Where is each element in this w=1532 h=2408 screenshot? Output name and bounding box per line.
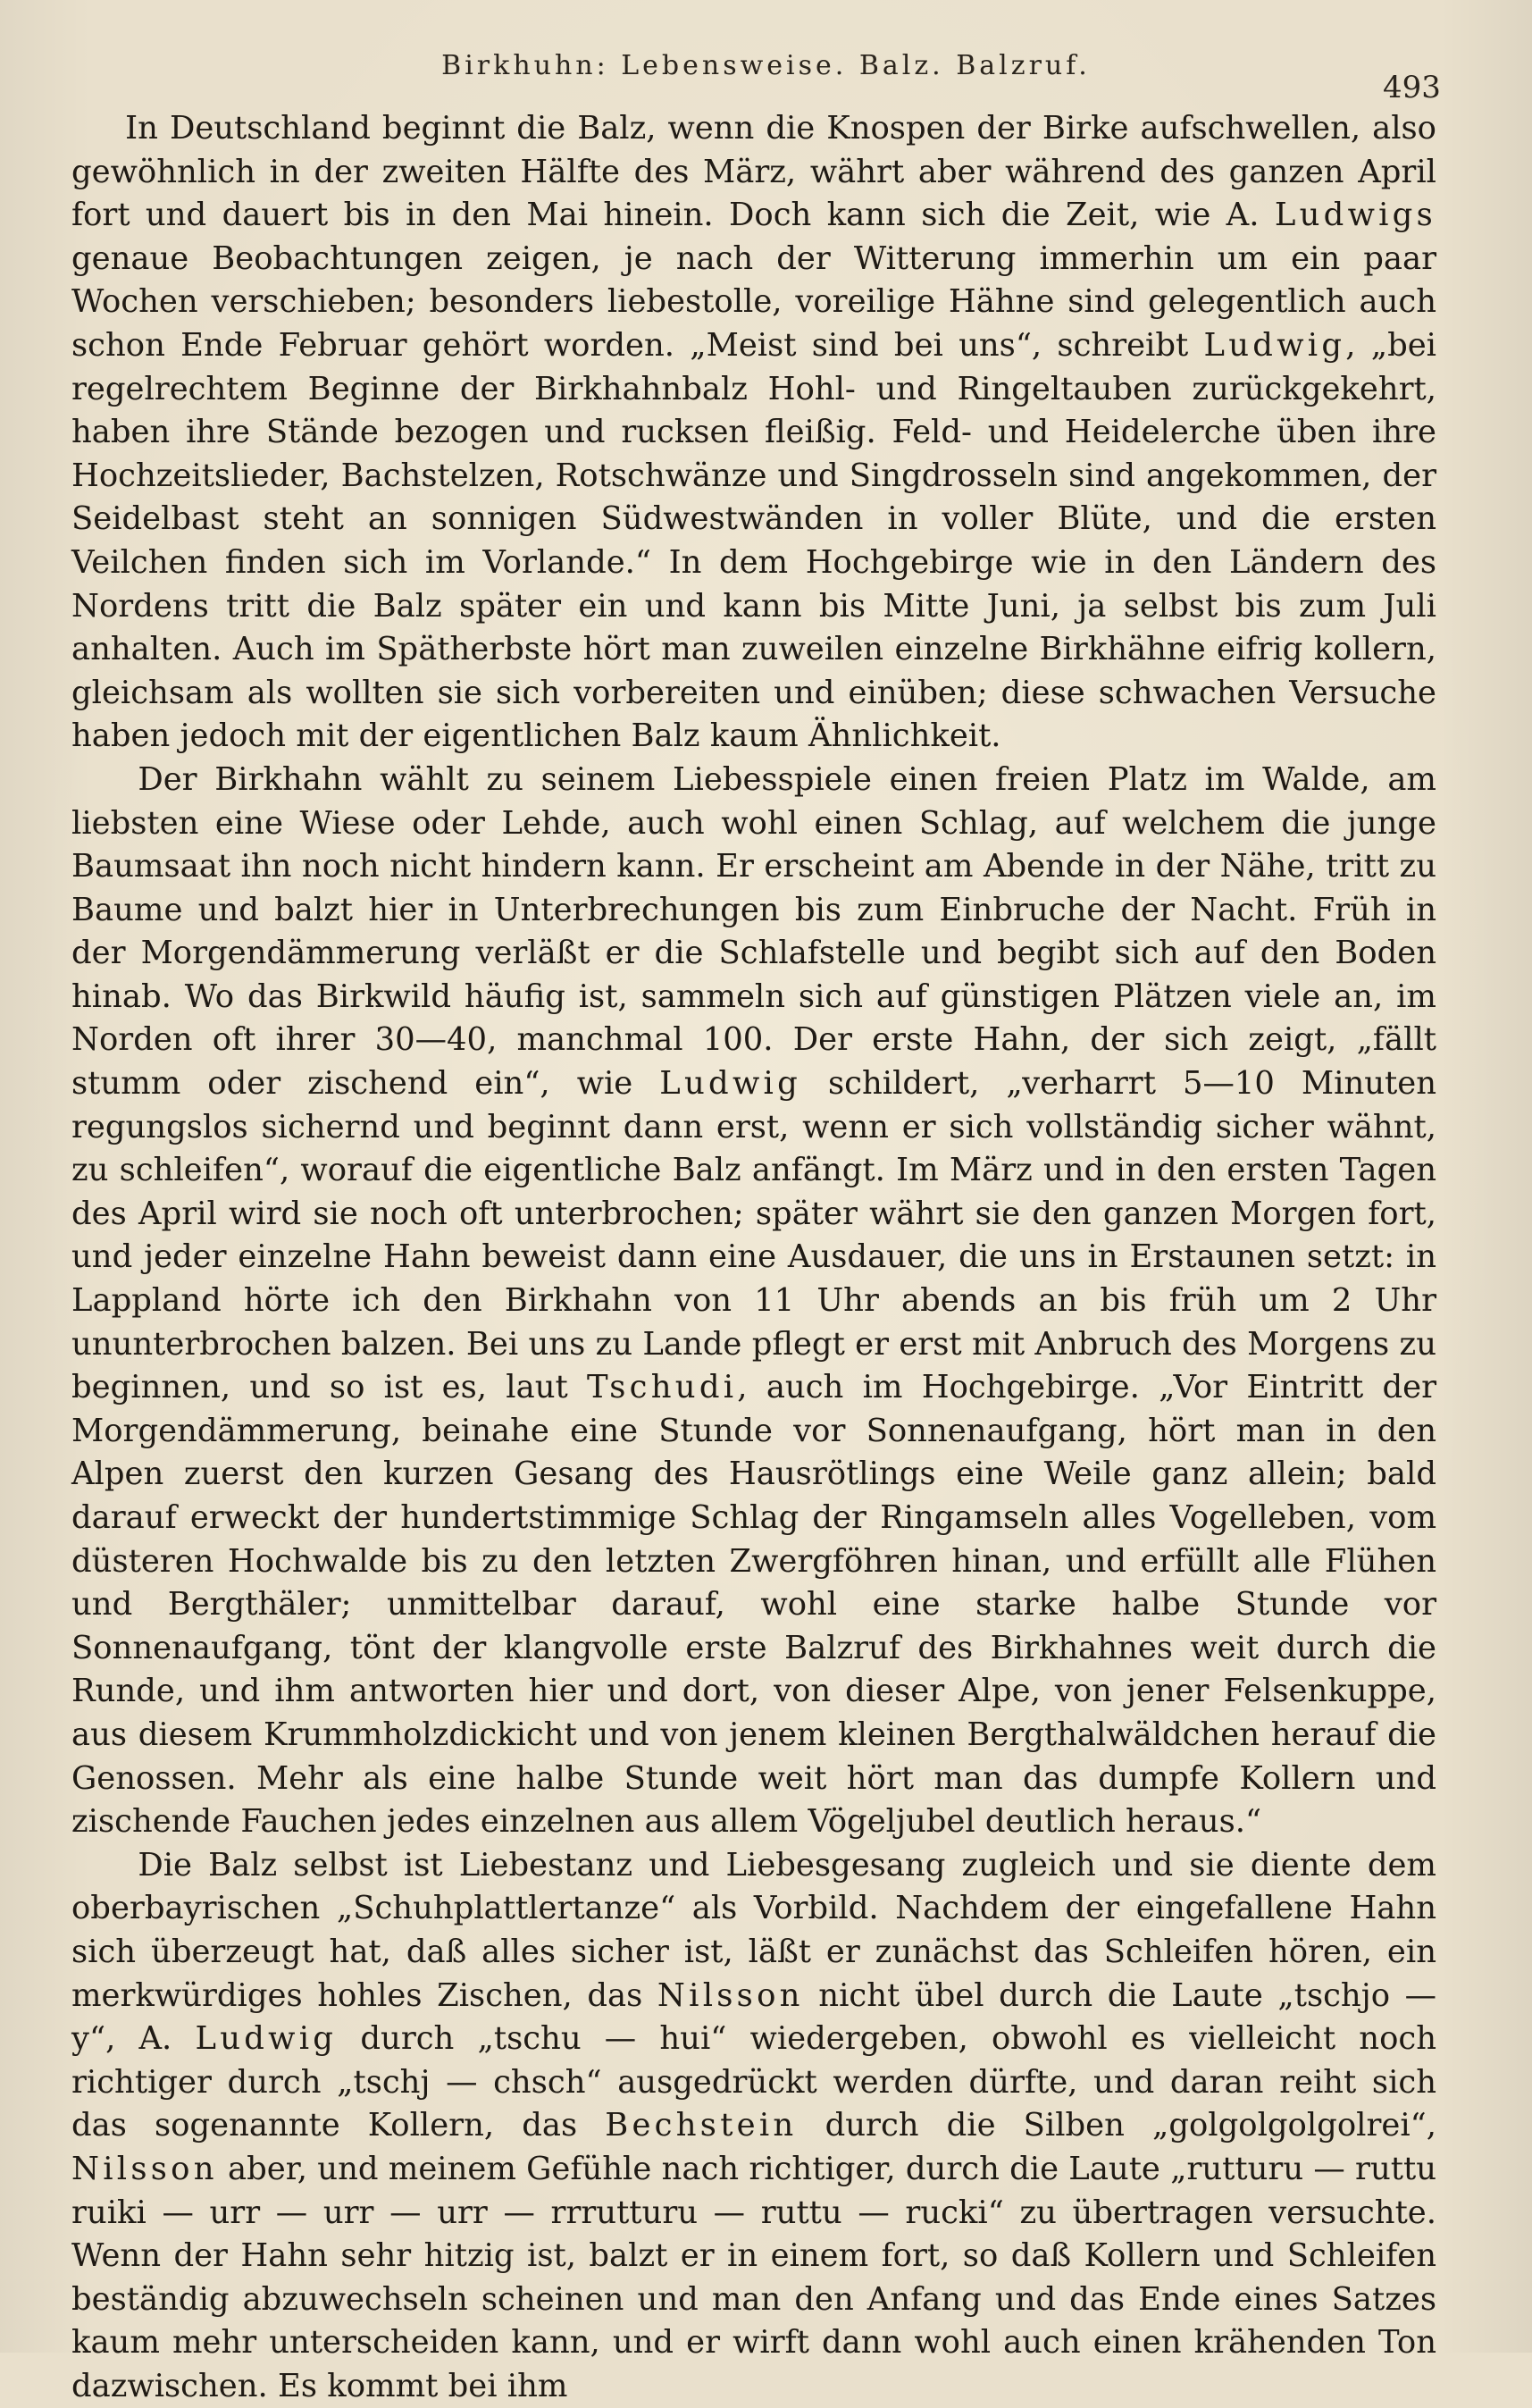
paragraph [71,107,1436,759]
author-name: Nilsson [71,2150,218,2187]
author-name: Ludwig [195,2020,338,2058]
author-name: Nilsson [657,1976,804,2014]
page-number: 493 [1383,70,1441,105]
text-run: , „bei regelrechtem Beginne der Birkhahnbalz Hohl- und Ringeltauben zurückgekehrt, haben ihre Stände bezogen und rucksen fleißig. Feld- und Heidelerche üben ihre Hochzeitslieder, Bachstelzen, Rotschwänze und Singdrosseln sind angekommen, der Seidelbast steht an sonnigen Südwestwänden in voller Blüte, und die ersten Veilchen finden sich im Vorlande.“ In dem Hochgebirge wie in den Ländern des Nordens tritt die Balz später ein und kann bis Mitte Juni, ja selbst bis zum Juli anhalten. Auch im Spätherbste hört man zuweilen einzelne Birkhähne eifrig kollern, gleichsam als wollten sie sich vorbereiten und einüben; diese schwachen Versuche haben jedoch mit der eigentlichen Balz kaum Ähnlichkeit. [71,326,1436,755]
paragraph [71,759,1436,1844]
text-run: aber, und meinem Gefühle nach richtiger, durch die Laute „rutturu — ruttu ruiki — urr — urr — urr — rrrutturu — ruttu — rucki“ zu übertragen versuchte. Wenn der Hahn sehr hitzig ist, balzt er in einem fort, so daß Kollern und Schleifen beständig abzuwechseln scheinen und man den Anfang und das Ende eines Satzes kaum mehr unterscheiden kann, und er wirft dann wohl auch einen krähenden Ton dazwischen. Es kommt bei ihm [71,2150,1436,2404]
paragraph [71,1844,1436,2408]
running-head: Birkhuhn: Lebensweise. Balz. Balzruf. [441,50,1091,81]
text-run: durch die Silben „golgolgolgolrei“, [797,2107,1436,2144]
author-name: Bechstein [605,2107,798,2144]
text-run: Der Birkhahn wählt zu seinem Liebesspiele einen freien Platz im Walde, am liebsten eine Wiese oder Lehde, auch wohl einen Schlag, auf welchem die junge Baumsaat ihn noch nicht hindern kann. Er erscheint am Abende in der Nähe, tritt zu Baume und balzt hier in Unterbrechungen bis zum Einbruche der Nacht. Früh in der Morgendämmerung verläßt er die Schlafstelle und begibt sich auf den Boden hinab. Wo das Birkwild häufig ist, sammeln sich auf günstigen Plätzen viele an, im Norden oft ihrer 30—40, manchmal 100. Der erste Hahn, der sich zeigt, „fällt stumm oder zischend ein“, wie [71,760,1436,1103]
author-name: Tschudi [586,1369,738,1406]
body-text [71,107,1436,2408]
text-run: genaue Beobachtungen zeigen, je nach der Witterung immerhin um ein paar Wochen verschieben; besonders liebestolle, voreilige Hähne sind gelegentlich auch schon Ende Februar gehört worden. „Meist sind bei uns“, schreibt [71,239,1436,364]
text-run: durch „tschu — hui“ wiedergeben, obwohl es vielleicht noch richtiger durch „tschj — chsch“ ausgedrückt werden dürfte, und daran reiht sich das sogenannte Kollern, das [71,2020,1436,2144]
author-name: Ludwig [1203,326,1346,364]
text-run: nicht übel durch die Laute „tschjo — y“, A. [71,1976,1436,2058]
text-run: , auch im Hochgebirge. „Vor Eintritt der Morgendämmerung, beinahe eine Stunde vor Sonnenaufgang, hört man in den Alpen zuerst den kurzen Gesang des Hausrötlings eine Weile ganz allein; bald darauf erweckt der hundertstimmige Schlag der Ringamseln alles Vogelleben, vom düsteren Hochwalde bis zu den letzten Zwergföhren hinan, und erfüllt alle Flühen und Bergthäler; unmittelbar darauf, wohl eine starke halbe Stunde vor Sonnenaufgang, tönt der klangvolle erste Balzruf des Birkhahnes weit durch die Runde, und ihm antworten hier und dort, von dieser Alpe, von jener Felsenkuppe, aus diesem Krummholzdickicht und von jenem kleinen Bergthalwäldchen herauf die Genossen. Mehr als eine halbe Stunde weit hört man das dumpfe Kollern und zischende Fauchen jedes einzelnen aus allem Vögeljubel deutlich heraus.“ [71,1369,1436,1841]
text-run: schildert, „verharrt 5—10 Minuten regungslos sichernd und beginnt dann erst, wenn er sich vollständig sicher wähnt, zu schleifen“, worauf die eigentliche Balz anfängt. Im März und in den ersten Tagen des April wird sie noch oft unterbrochen; später währt sie den ganzen Morgen fort, und jeder einzelne Hahn beweist dann eine Ausdauer, die uns in Erstaunen setzt: in Lappland hörte ich den Birkhahn von 11 Uhr abends an bis früh um 2 Uhr ununterbrochen balzen. Bei uns zu Lande pflegt er erst mit Anbruch des Morgens zu beginnen, und so ist es, laut [71,1065,1436,1406]
author-name: Ludwigs [1274,197,1436,234]
author-name: Ludwig [659,1065,801,1103]
text-run: In Deutschland beginnt die Balz, wenn die Knospen der Birke aufschwellen, also gewöhnlich in der zweiten Hälfte des März, währt aber während des ganzen April fort und dauert bis in den Mai hinein. Doch kann sich die Zeit, wie A. [71,110,1436,234]
text-run: Die Balz selbst ist Liebestanz und Liebesgesang zugleich und sie diente dem oberbayrischen „Schuhplattlertanze“ als Vorbild. Nachdem der eingefallene Hahn sich überzeugt hat, daß alles sicher ist, läßt er zunächst das Schleifen hören, ein merkwürdiges hohles Zischen, das [71,1846,1436,2014]
